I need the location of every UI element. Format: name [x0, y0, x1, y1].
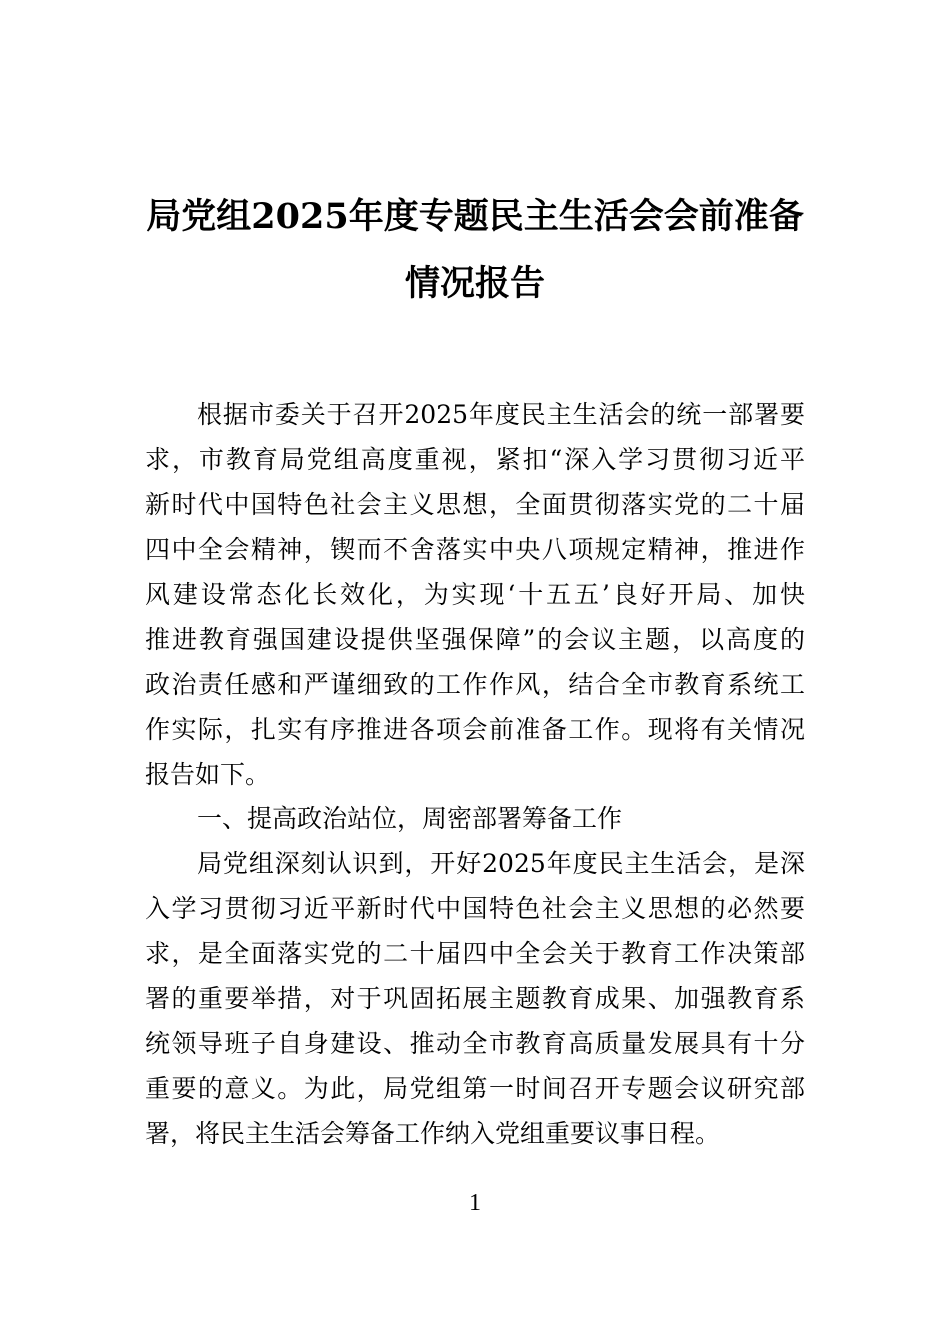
paragraph-2-line: 署，将民主生活会筹备工作纳入党组重要议事日程。 [145, 1119, 721, 1148]
paragraph-1-line: 求，市教育局党组高度重视，紧扣“深入学习贯彻习近平 [145, 445, 805, 474]
paragraph-1-line: 四中全会精神，锲而不舍落实中央八项规定精神，推进作 [145, 535, 805, 564]
paragraph-2-line: 求，是全面落实党的二十届四中全会关于教育工作决策部 [145, 939, 805, 968]
paragraph-1-line: 风建设常态化长效化，为实现‘十五五’良好开局、加快 [145, 580, 805, 609]
document-title-line-1: 局党组2025年度专题民主生活会会前准备 [146, 196, 804, 237]
paragraph-1-line: 政治责任感和严谨细致的工作作风，结合全市教育系统工 [145, 670, 805, 699]
paragraph-2-line: 重要的意义。为此，局党组第一时间召开专题会议研究部 [145, 1074, 805, 1103]
page-number: 1 [469, 1190, 481, 1216]
paragraph-1-line: 推进教育强国建设提供坚强保障”的会议主题，以高度的 [145, 625, 805, 654]
paragraph-1-line: 作实际，扎实有序推进各项会前准备工作。现将有关情况 [145, 715, 805, 744]
paragraph-1-line: 根据市委关于召开2025年度民主生活会的统一部署要 [197, 400, 805, 429]
paragraph-1-line: 新时代中国特色社会主义思想，全面贯彻落实党的二十届 [145, 490, 805, 519]
document-title-line-2: 情况报告 [404, 263, 545, 304]
paragraph-2-line: 局党组深刻认识到，开好2025年度民主生活会，是深 [197, 849, 805, 878]
paragraph-2-line: 署的重要举措，对于巩固拓展主题教育成果、加强教育系 [145, 984, 805, 1013]
section-1-heading: 一、提高政治站位，周密部署筹备工作 [197, 804, 623, 833]
paragraph-2-line: 入学习贯彻习近平新时代中国特色社会主义思想的必然要 [145, 894, 805, 923]
paragraph-2-line: 统领导班子自身建设、推动全市教育高质量发展具有十分 [145, 1029, 805, 1058]
paragraph-1-line: 报告如下。 [145, 760, 271, 789]
